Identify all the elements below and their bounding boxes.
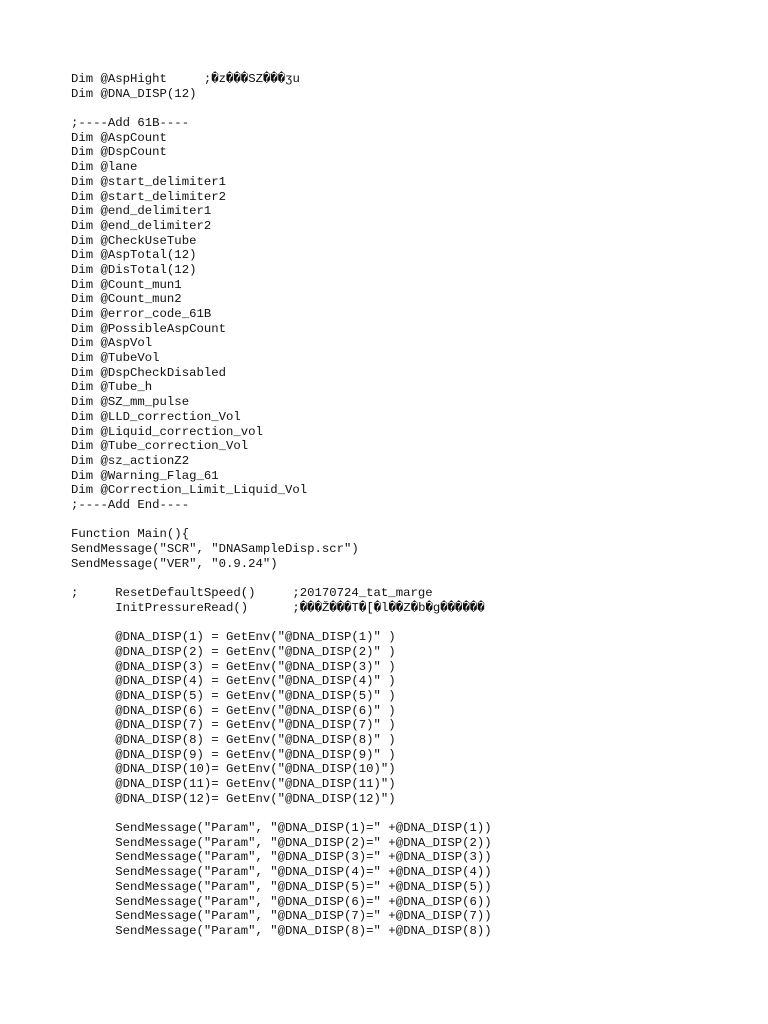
code-line: @DNA_DISP(10)= GetEnv("@DNA_DISP(10)") — [71, 762, 396, 777]
code-line: Dim @DNA_DISP(12) — [71, 86, 197, 101]
code-line: Function Main(){ — [71, 527, 190, 542]
code-line: InitPressureRead() ;���Ž���T�[�l��Z�b�g������ — [71, 600, 485, 615]
code-line: SendMessage("SCR", "DNASampleDisp.scr") — [71, 542, 359, 556]
code-line: Dim @AspVol — [71, 336, 153, 351]
code-line: Dim @CheckUseTube — [71, 233, 197, 248]
code-line: Dim @end_delimiter1 — [71, 204, 212, 219]
code-line: Dim @AspTotal(12) — [71, 248, 197, 263]
code-line: SendMessage("Param", "@DNA_DISP(6)=" +@DNA_DISP(6)) — [71, 894, 492, 909]
code-line: SendMessage("Param", "@DNA_DISP(2)=" +@DNA_DISP(2)) — [71, 835, 492, 850]
code-line: Dim @TubeVol — [71, 351, 160, 366]
code-line: Dim @Count_mun1 — [71, 277, 182, 292]
code-line: @DNA_DISP(8) = GetEnv("@DNA_DISP(8)" ) — [71, 732, 396, 747]
code-line: SendMessage("Param", "@DNA_DISP(1)=" +@DNA_DISP(1)) — [71, 821, 492, 836]
code-line: Dim @Warning_Flag_61 — [71, 468, 219, 483]
code-line: Dim @lane — [71, 160, 138, 175]
code-line: ;----Add End---- — [71, 497, 190, 512]
code-listing — [71, 72, 751, 939]
code-line — [71, 615, 751, 630]
code-line — [71, 806, 751, 821]
code-line — [71, 513, 751, 528]
code-line: Dim @SZ_mm_pulse — [71, 395, 190, 410]
code-line: SendMessage("Param", "@DNA_DISP(5)=" +@DNA_DISP(5)) — [71, 879, 492, 894]
code-line: @DNA_DISP(1) = GetEnv("@DNA_DISP(1)" ) — [71, 630, 396, 645]
code-line: @DNA_DISP(5) = GetEnv("@DNA_DISP(5)" ) — [71, 688, 396, 703]
code-line: @DNA_DISP(3) = GetEnv("@DNA_DISP(3)" ) — [71, 659, 396, 674]
code-line: Dim @AspCount — [71, 130, 167, 145]
code-line: Dim @PossibleAspCount — [71, 321, 226, 336]
code-line — [71, 571, 751, 586]
code-line: @DNA_DISP(6) = GetEnv("@DNA_DISP(6)" ) — [71, 703, 396, 718]
code-line: Dim @DspCheckDisabled — [71, 365, 226, 380]
code-line: @DNA_DISP(11)= GetEnv("@DNA_DISP(11)") — [71, 777, 396, 791]
code-line: Dim @DspCount — [71, 145, 167, 160]
code-line: Dim @Liquid_correction_vol — [71, 424, 263, 439]
code-line: @DNA_DISP(2) = GetEnv("@DNA_DISP(2)" ) — [71, 644, 396, 659]
code-line: Dim @start_delimiter2 — [71, 189, 226, 204]
code-line: @DNA_DISP(7) = GetEnv("@DNA_DISP(7)" ) — [71, 718, 396, 733]
code-line: @DNA_DISP(9) = GetEnv("@DNA_DISP(9)" ) — [71, 747, 396, 762]
code-line: Dim @Correction_Limit_Liquid_Vol — [71, 483, 308, 498]
code-line: Dim @Tube_correction_Vol — [71, 439, 249, 454]
code-line: Dim @start_delimiter1 — [71, 174, 226, 189]
code-line: SendMessage("VER", "0.9.24") — [71, 556, 278, 571]
code-line: Dim @Count_mun2 — [71, 292, 182, 307]
code-line: Dim @error_code_61B — [71, 307, 212, 321]
code-line: Dim @AspHight ;�z���SZ���ʒu — [71, 72, 300, 86]
code-line: Dim @end_delimiter2 — [71, 218, 212, 233]
code-line: SendMessage("Param", "@DNA_DISP(4)=" +@DNA_DISP(4)) — [71, 865, 492, 880]
code-line: SendMessage("Param", "@DNA_DISP(8)=" +@DNA_DISP(8)) — [71, 923, 492, 938]
code-line: SendMessage("Param", "@DNA_DISP(3)=" +@DNA_DISP(3)) — [71, 850, 492, 865]
code-line: Dim @DisTotal(12) — [71, 262, 197, 277]
code-line: Dim @Tube_h — [71, 380, 153, 395]
code-line: @DNA_DISP(12)= GetEnv("@DNA_DISP(12)") — [71, 791, 396, 806]
code-line: Dim @LLD_correction_Vol — [71, 409, 241, 424]
code-line: ; ResetDefaultSpeed() ;20170724_tat_marge — [71, 586, 433, 601]
code-line: @DNA_DISP(4) = GetEnv("@DNA_DISP(4)" ) — [71, 674, 396, 689]
code-line — [71, 101, 751, 116]
code-line: Dim @sz_actionZ2 — [71, 453, 190, 468]
code-line: ;----Add 61B---- — [71, 116, 190, 131]
code-line: SendMessage("Param", "@DNA_DISP(7)=" +@DNA_DISP(7)) — [71, 909, 492, 924]
